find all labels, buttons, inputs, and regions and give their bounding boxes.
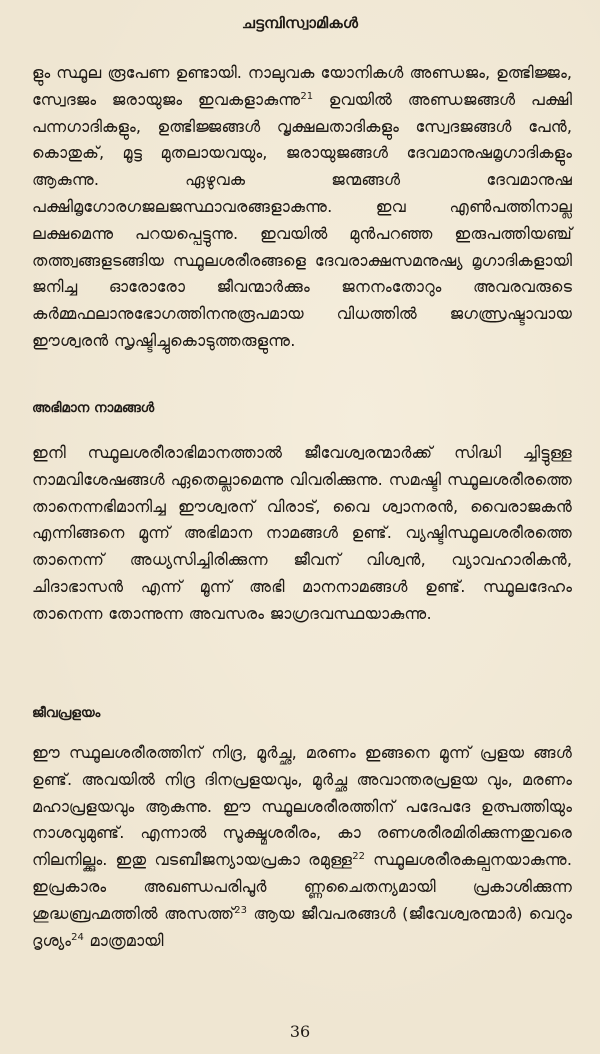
paragraph-text: ആയ ജീവപരങ്ങൾ (ജീവേശ്വരന്മാർ) വെറും ദൃശ്യം: [32, 903, 572, 950]
paragraph-text: സ്ഥൂലശരീരകല്പനയാകുന്നു. ഇപ്രകാരം അഖണ്ഡപരിപൂർ ണ്ണചൈതന്യമായി പ്രകാശിക്കുന്ന ശുദ്ധബ്രഹ്മത്തിൽ അസത്ത്: [32, 850, 572, 923]
page-number: 36: [289, 1022, 311, 1041]
footnote-marker: 22: [352, 851, 365, 863]
paragraph-abhimana-namangal: ഇനി സ്ഥൂലശരീരാഭിമാനത്താൽ ജീവേശ്വരന്മാർക്ക് സിദ്ധി ച്ചിട്ടുള്ള നാമവിശേഷങ്ങൾ ഏതെല്ലാമെന്നു വിവരിക്കുന്നു. സമഷ്ടി സ്ഥൂലശരീരത്തെ താനെന്നഭിമാനിച്ച ഈശ്വരന് വിരാട്, വൈ ശ്വാനരൻ, വൈരാജകൻ എന്നിങ്ങനെ മൂന്ന് അഭിമാന നാമങ്ങൾ ഉണ്ട്. വ്യഷ്ടിസ്ഥൂലശരീരത്തെ താനെന്ന് അധ്യസിച്ചിരിക്കുന്ന ജീവന് വിശ്വൻ, വ്യാവഹാരികൻ, ചിദാഭാസൻ എന്ന് മൂന്ന് അഭി മാനനാമങ്ങൾ ഉണ്ട്. സ്ഥൂലദേഹം താനെന്ന തോന്നുന്ന അവസരം ജാഗ്രദവസ്ഥയാകുന്നു.: [32, 443, 572, 623]
paragraph-creation: [32, 60, 572, 355]
section-heading-abhimana-namangal: അഭിമാന നാമങ്ങൾ: [32, 400, 155, 416]
paragraph-text: ഉവയിൽ അണ്ഡജങ്ങൾ പക്ഷി പന്നഗാദികളും, ഉത്ഭിജ്ജങ്ങൾ വൃക്ഷലതാദികളും സ്വേദജങ്ങൾ പേൻ, കൊതുക്, മൂട്ട മുതലായവയും, ജരായുജങ്ങൾ ദേവമാനുഷമൃഗാദികളും ആകുന്നു. ഏഴുവക ജന്മങ്ങൾ ദേവമാനുഷ പക്ഷിമൃഗോരഗജലജസ്ഥാവരങ്ങളാകുന്നു. ഇവ എൺപത്തിനാല്ല ലക്ഷമെന്നു പറയപ്പെട്ടുന്നു. ഇവയിൽ മുൻപറഞ്ഞ ഇരുപത്തിയഞ്ച് തത്ത്വങ്ങളടങ്ങിയ സ്ഥൂലശരീരങ്ങളെ ദേവരാക്ഷസമനുഷ്യ മൃഗാദികളായി ജനിച്ച ഓരോരോ ജീവന്മാർക്കും ജനനംതോറും അവരവരുടെ കർമ്മഫലാനുഭോഗത്തിനനുരൂപമായ വിധത്തിൽ ജഗത്സ്രഷ്ടാവായ ഈശ്വരൻ സൃഷ്ടിച്ചുകൊടുത്തരുളുന്നു.: [32, 89, 572, 350]
paragraph-jeevapralayam: [32, 740, 572, 954]
section-heading-jeevapralayam: ജീവപ്രളയം: [32, 705, 101, 721]
footnote-marker: 24: [71, 931, 84, 943]
paragraph-text: ളും സ്ഥൂല രൂപേണ ഉണ്ടായി. നാലുവക യോനികൾ അണ്ഡജം, ഉത്ഭിജ്ജം, സ്വേദജം ജരായുജം ഇവകളാകുന്നു: [32, 63, 572, 109]
footnote-marker: 21: [300, 90, 314, 102]
paragraph-text: മാത്രമായി: [83, 930, 164, 950]
footnote-marker: 23: [234, 904, 248, 916]
paragraph-text: ഈ സ്ഥൂലശരീരത്തിന് നിദ്ര, മൂർച്ഛ, മരണം ഇങ്ങനെ മൂന്ന് പ്രളയ ങ്ങൾ ഉണ്ട്. അവയിൽ നിദ്ര ദിനപ്രളയവും, മൂർച്ഛ അവാന്തരപ്രളയ വും, മരണം മഹാപ്രളയവും ആകുന്നു. ഈ സ്ഥൂലശരീരത്തിന് പദേപദേ ഉത്പത്തിയും നാശവുമുണ്ട്. എന്നാൽ സൂക്ഷ്മശരീരം, കാ രണശരീരമിരിക്കുന്നതുവരെ നിലനില്ക്കും. ഇതു വടബീജന്യായപ്രകാ രമുള്ള: [32, 743, 572, 870]
running-head: ചട്ടമ്പിസ്വാമികൾ: [241, 14, 359, 32]
